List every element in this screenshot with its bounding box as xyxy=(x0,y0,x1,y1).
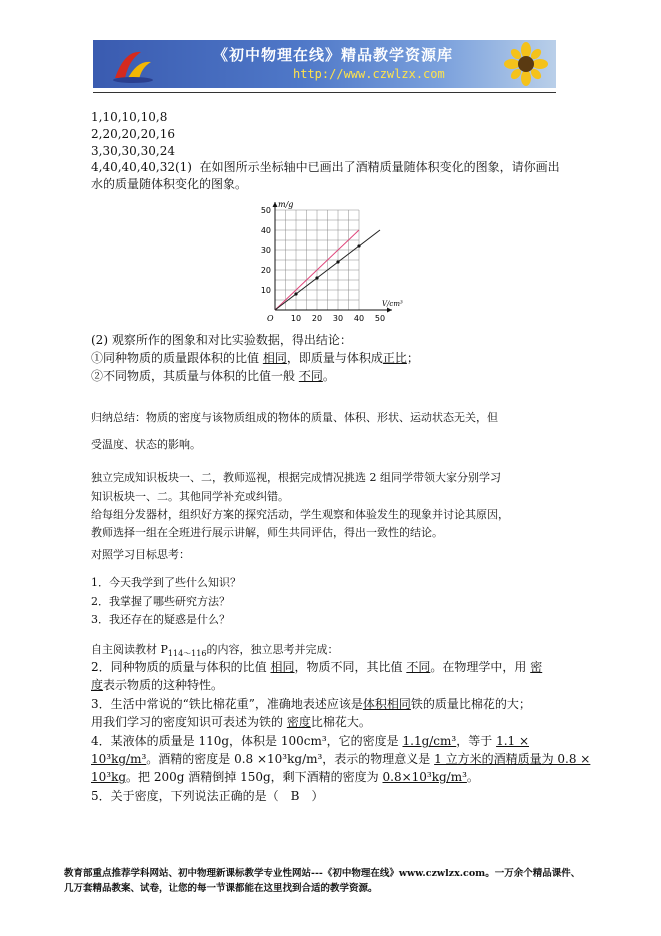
y-axis-label: m/g xyxy=(278,200,294,209)
text-span: 。把 200g 酒精倒掉 150g，剩下酒精的密度为 xyxy=(126,770,379,784)
mass-volume-chart xyxy=(241,198,413,328)
answer: 1 立方米的酒精质量为 0.8 × xyxy=(434,752,591,766)
x-tick-label: 50 xyxy=(374,314,386,323)
header-title: 《初中物理在线》精品教学资源库 xyxy=(213,46,454,64)
footer-line2: 几万套精品教案、试卷，让您的每一节课都能在这里找到合适的教学资源。 xyxy=(64,883,378,894)
footer-line1: 教育部重点推荐学科网站、初中物理新课标教学专业性网站---《初中物理在线》www.czwlzx.com。一万余个精品课件、 xyxy=(64,868,581,879)
y-axis-arrow xyxy=(273,202,278,207)
answer: 0.8×10³kg/m³ xyxy=(382,770,467,784)
problem-2-line1 xyxy=(91,660,542,675)
answer: 密度 xyxy=(286,715,311,729)
text-span: 。在物理学中，用 xyxy=(430,660,527,674)
answer: 10³kg xyxy=(91,770,127,784)
origin-label: O xyxy=(267,314,274,323)
question-1-line1 xyxy=(91,160,560,175)
header-banner xyxy=(93,40,556,88)
text-span: ②不同物质，其质量与体积的比值一般 xyxy=(91,369,296,383)
problem-4-line2 xyxy=(91,752,590,767)
problem-2-line2 xyxy=(91,678,223,693)
text-span: ； xyxy=(406,351,419,365)
problem-4-line3 xyxy=(91,770,479,785)
text-span: 。酒精的密度是 0.8 ×10³kg/m³，表示的物理意义是 xyxy=(146,752,431,766)
data-line: 2,20,20,20,16 xyxy=(91,127,175,141)
answer-proportional: 正比 xyxy=(382,351,407,365)
y-tick-label: 20 xyxy=(260,266,271,275)
text-span: ，等于 xyxy=(456,734,493,748)
problem-3-line1 xyxy=(91,697,531,712)
answer: 度 xyxy=(91,678,104,692)
para2-line1: 给每组分发器材，组织好方案的探究活动，学生观察和体验发生的现象并讨论其原因， xyxy=(91,508,509,521)
answer: 密 xyxy=(530,660,543,674)
answer-different: 不同 xyxy=(298,369,323,383)
reflect-item: 1．今天我学到了些什么知识？ xyxy=(91,576,241,589)
question-2-line2 xyxy=(91,369,335,384)
question-2-intro: (2) 观察所作的图象和对比实验数据，得出结论： xyxy=(91,333,352,347)
text-span: 铁的质量比棉花的大； xyxy=(410,697,531,711)
y-tick-label: 50 xyxy=(260,206,271,215)
text-span: 。 xyxy=(322,369,335,383)
para1-line2: 知识板块一、二。其他同学补充或纠错。 xyxy=(91,490,289,503)
data-point xyxy=(336,260,339,263)
x-tick-label: 30 xyxy=(332,314,344,323)
x-axis-arrow xyxy=(387,308,392,313)
site-logo-icon xyxy=(111,46,155,84)
reflect-title: 对照学习目标思考： xyxy=(91,548,190,561)
data-line: 3,30,30,30,24 xyxy=(91,144,175,158)
text-span: ，即质量与体积成 xyxy=(286,351,383,365)
question-1-line2: 水的质量随体积变化的图象。 xyxy=(91,177,248,191)
header-divider xyxy=(93,92,556,93)
summary-line1: 归纳总结：物质的密度与该物质组成的物体的质量、体积、形状、运动状态无关，但 xyxy=(91,411,498,424)
question-2-line1 xyxy=(91,351,419,366)
reflect-item: 2．我掌握了哪些研究方法？ xyxy=(91,595,230,608)
text-span: 4．某液体的质量是 110g，体积是 100cm³，它的密度是 xyxy=(91,734,399,748)
summary-line2: 受温度、状态的影响。 xyxy=(91,438,201,451)
answer: 体积相同 xyxy=(362,697,411,711)
answer-same: 相同 xyxy=(262,351,287,365)
x-tick-label: 20 xyxy=(311,314,323,323)
question-1-text: 在如图所示坐标轴中已画出了酒精质量随体积变化的图象，请你画出 xyxy=(199,160,560,174)
text-span: 3．生活中常说的“铁比棉花重”，准确地表述应该是 xyxy=(91,697,363,711)
y-tick-label: 10 xyxy=(260,286,271,295)
x-tick-label: 10 xyxy=(290,314,302,323)
answer: 1.1 × xyxy=(496,734,530,748)
answer: 不同 xyxy=(406,660,431,674)
question-1-prefix: 4,40,40,40,32(1) xyxy=(91,160,192,174)
reading-instruction xyxy=(91,642,338,661)
problem-3-line2 xyxy=(91,715,371,730)
text-span: 自主阅读教材 P xyxy=(91,643,168,656)
para1-line1: 独立完成知识板块一、二，教师巡视，根据完成情况挑选 2 组同学带领大家分别学习 xyxy=(91,471,501,484)
x-tick-label: 40 xyxy=(353,314,365,323)
answer: 10³kg/m³ xyxy=(91,752,147,766)
text-span: 比棉花大。 xyxy=(310,715,371,729)
x-axis-label: V/cm³ xyxy=(382,300,403,308)
page-range: 114～116 xyxy=(167,649,207,659)
data-point xyxy=(315,276,318,279)
answer: 1.1g/cm³ xyxy=(402,734,457,748)
text-span: ①同种物质的质量跟体积的比值 xyxy=(91,351,260,365)
data-point xyxy=(294,292,297,295)
text-span: ，物质不同，其比值 xyxy=(294,660,403,674)
answer: 相同 xyxy=(270,660,295,674)
text-span: 表示物质的这种特性。 xyxy=(103,678,224,692)
y-tick-label: 40 xyxy=(260,226,271,235)
text-span: 用我们学习的密度知识可表述为铁的 xyxy=(91,715,284,729)
data-line: 1,10,10,10,8 xyxy=(91,110,168,124)
text-span: 的内容，独立思考并完成： xyxy=(206,643,339,656)
text-span: 。 xyxy=(466,770,479,784)
para2-line2: 教师选择一组在全班进行展示讲解，师生共同评估，得出一致性的结论。 xyxy=(91,526,443,539)
reflect-item: 3．我还存在的疑惑是什么？ xyxy=(91,613,230,626)
y-tick-label: 30 xyxy=(260,246,271,255)
data-point xyxy=(357,244,360,247)
problem-4-line1 xyxy=(91,734,529,749)
sunflower-icon xyxy=(504,42,548,86)
text-span: 2．同种物质的质量与体积的比值 xyxy=(91,660,267,674)
header-url[interactable]: http://www.czwlzx.com xyxy=(293,67,445,81)
problem-5: 5．关于密度，下列说法正确的是（ B ） xyxy=(91,789,324,803)
